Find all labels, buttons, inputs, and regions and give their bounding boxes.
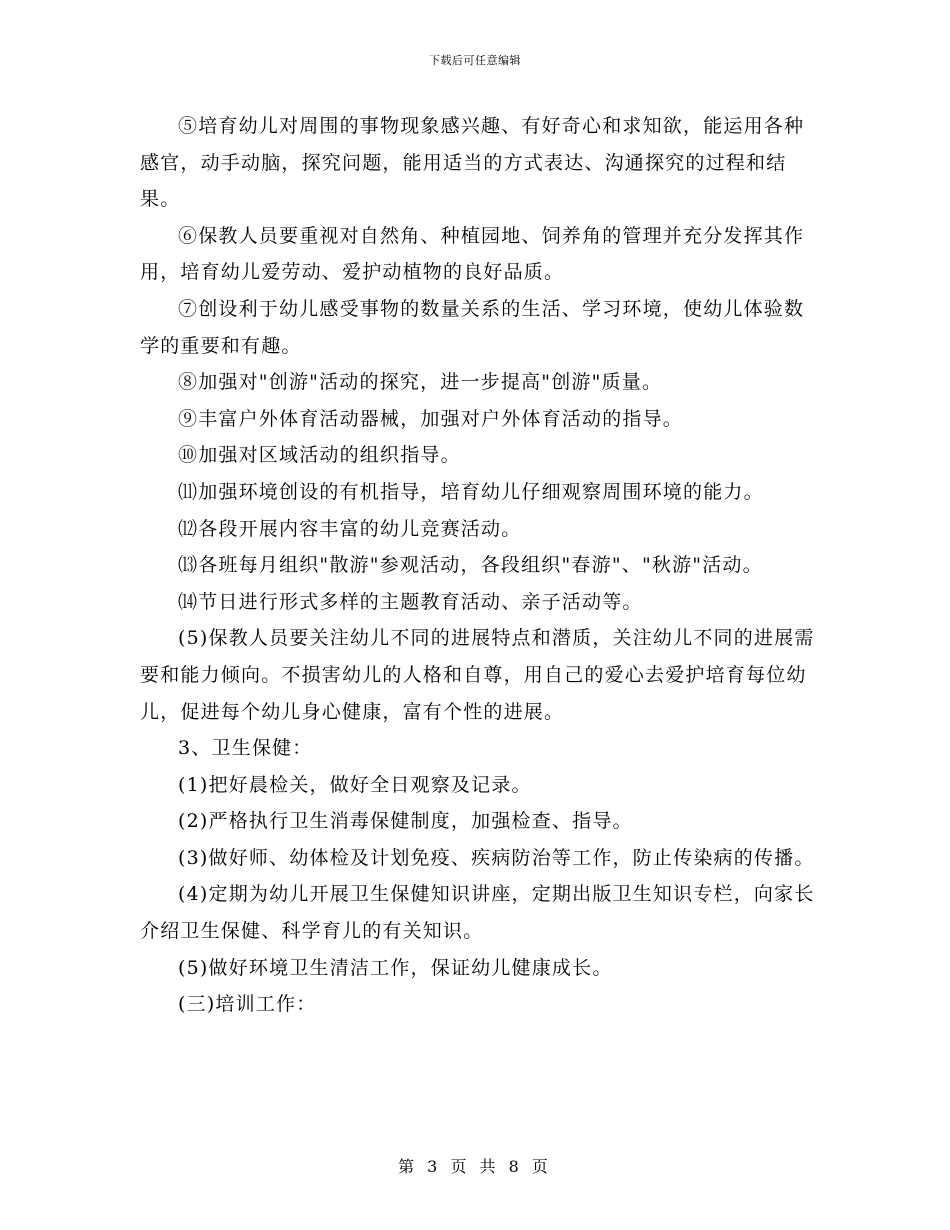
page-header: 下载后可任意编辑 [429,54,521,67]
paragraph: (5)做好环境卫生清洁工作，保证幼儿健康成长。 [178,956,613,979]
paragraph: (3)做好师、幼体检及计划免疫、疾病防治等工作，防止传染病的传播。 [178,846,815,869]
paragraph: (5)保教人员要关注幼儿不同的进展特点和潜质，关注幼儿不同的进展需要和能力倾向。不损害幼儿的人格和自尊，用自己的爱心去爱护培育每位幼儿，促进每个幼儿身心健康，富有个性的进展。 [140,627,815,723]
paragraph: ⑥保教人员要重视对自然角、种植园地、饲养角的管理并充分发挥其作用，培育幼儿爱劳动、爱护动植物的良好品质。 [140,224,805,284]
paragraph: (4)定期为幼儿开展卫生保健知识讲座，定期出版卫生知识专栏，向家长介绍卫生保健、科学育儿的有关知识。 [140,883,815,943]
paragraph: (2)严格执行卫生消毒保健制度，加强检查、指导。 [178,810,633,833]
page-number: 第 3 页 共 8 页 [398,1157,552,1176]
paragraph: ⑧加强对"创游"活动的探究，进一步提高"创游"质量。 [178,371,663,394]
document-body [140,108,820,1023]
paragraph: ⑦创设利于幼儿感受事物的数量关系的生活、学习环境，使幼儿体验数学的重要和有趣。 [140,297,805,357]
paragraph: ⑿各段开展内容丰富的幼儿竞赛活动。 [178,517,522,540]
paragraph: ⒀各班每月组织"散游"参观活动，各段组织"春游"、"秋游"活动。 [178,554,763,577]
paragraph: ⑨丰富户外体育活动器械，加强对户外体育活动的指导。 [178,407,684,430]
paragraph: ⑩加强对区域活动的组织指导。 [178,444,461,467]
paragraph: (1)把好晨检关，做好全日观察及记录。 [178,773,532,796]
paragraph: ⑾加强环境创设的有机指导，培育幼儿仔细观察周围环境的能力。 [178,480,764,503]
paragraph: ⑤培育幼儿对周围的事物现象感兴趣、有好奇心和求知欲，能运用各种感官，动手动脑，探究问题，能用适当的方式表达、沟通探究的过程和结果。 [140,115,805,211]
paragraph: ⒁节日进行形式多样的主题教育活动、亲子活动等。 [178,590,643,613]
section-heading: 3、卫生保健： [178,737,313,760]
section-heading: (三)培训工作： [178,993,317,1016]
